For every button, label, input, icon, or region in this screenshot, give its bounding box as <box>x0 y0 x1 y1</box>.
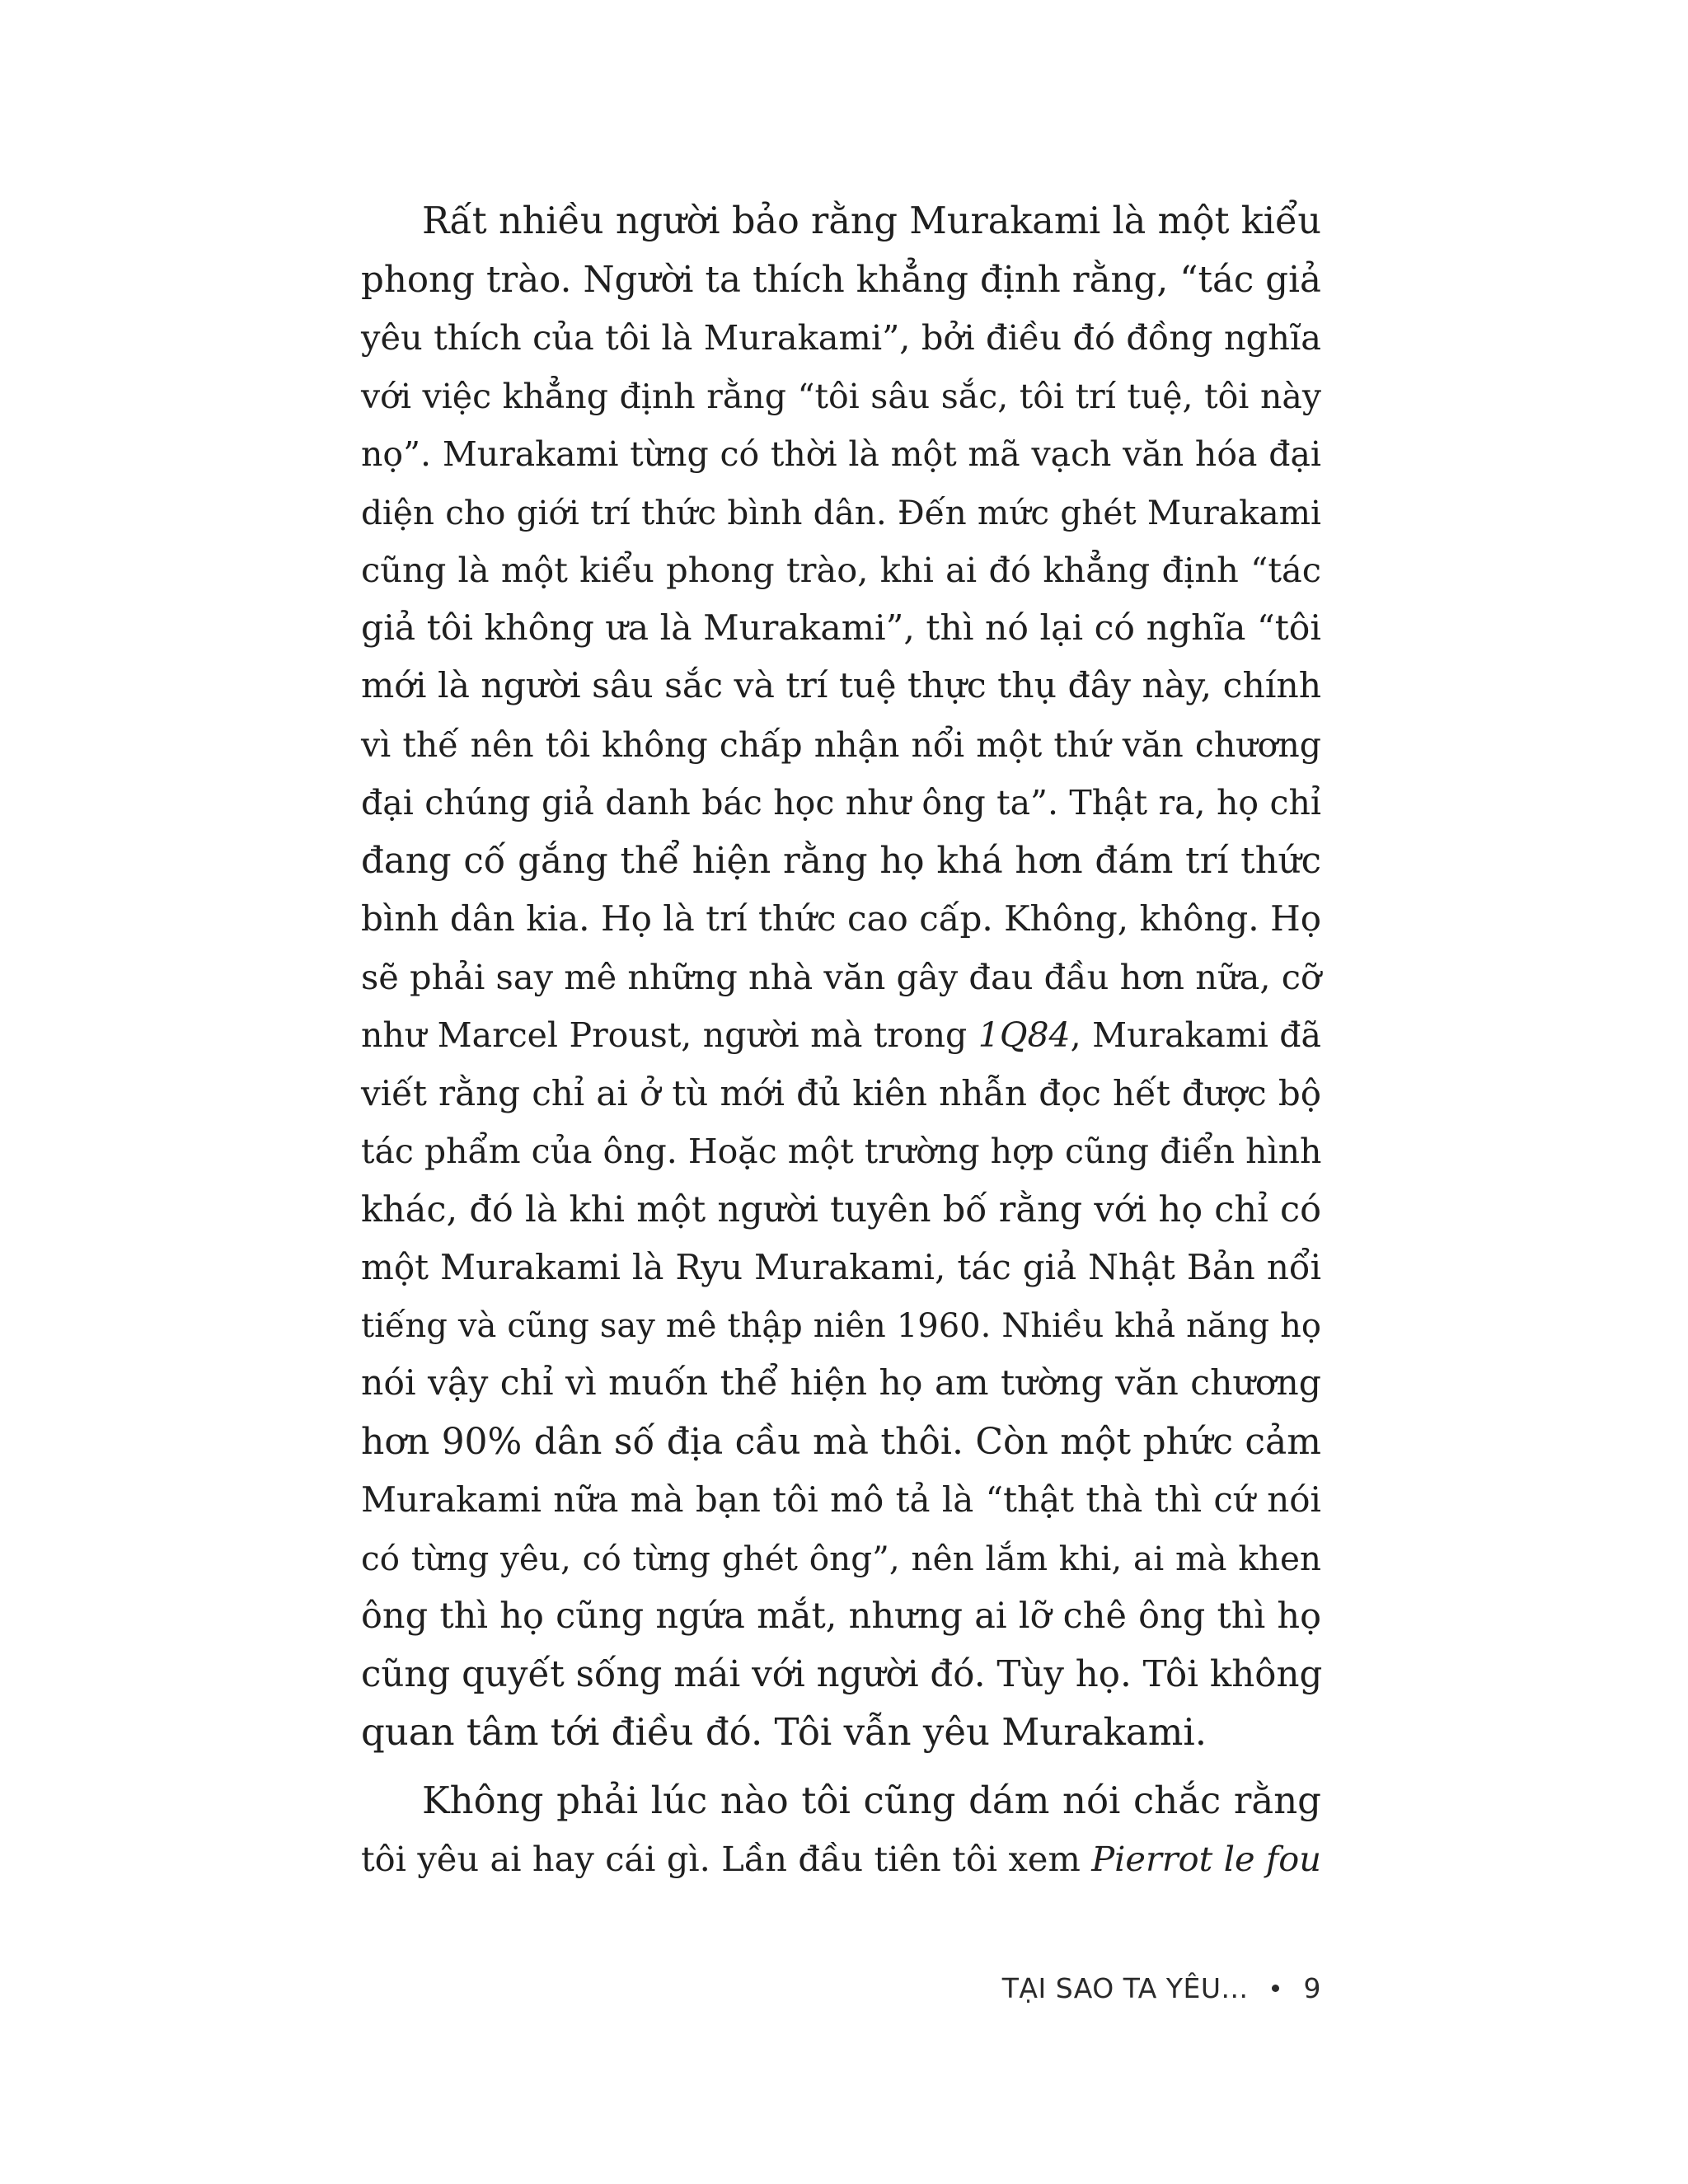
paragraph-line: với việc khẳng định rằng “tôi sâu sắc, tôi trí tuệ, tôi này <box>361 376 1321 416</box>
line-text: tôi yêu ai hay cái gì. Lần đầu tiên tôi xem <box>361 1838 1092 1879</box>
paragraph-line-with-title <box>361 1006 1321 1065</box>
bullet-separator-icon <box>1272 1985 1279 1992</box>
paragraph-line: một Murakami là Ryu Murakami, tác giả Nhật Bản nổi <box>361 1247 1321 1287</box>
paragraph-line: viết rằng chỉ ai ở tù mới đủ kiên nhẫn đọc hết được bộ <box>361 1072 1321 1113</box>
paragraph-1 <box>361 193 1321 1762</box>
line-text: , Murakami đã <box>1070 1015 1321 1055</box>
paragraph-line: Rất nhiều người bảo rằng Murakami là một kiểu <box>422 200 1321 242</box>
paragraph-line: hơn 90% dân số địa cầu mà thôi. Còn một phức cảm <box>361 1420 1321 1463</box>
film-title-italic: Pierrot le fou <box>1091 1838 1321 1879</box>
running-title: TẠI SAO TA YÊU... <box>1001 1972 1249 2004</box>
paragraph-line: giả tôi không ưa là Murakami”, thì nó lại có nghĩa “tôi <box>361 607 1321 649</box>
paragraph-line: cũng là một kiểu phong trào, khi ai đó khẳng định “tác <box>361 550 1321 590</box>
line-text: như Marcel Proust, người mà trong <box>361 1015 978 1055</box>
paragraph-2 <box>361 1772 1321 1888</box>
paragraph-line: vì thế nên tôi không chấp nhận nổi một thứ văn chương <box>361 724 1321 765</box>
paragraph-line: tiếng và cũng say mê thập niên 1960. Nhiều khả năng họ <box>361 1306 1321 1345</box>
paragraph-line: khác, đó là khi một người tuyên bố rằng với họ chỉ có <box>361 1188 1321 1230</box>
paragraph-line: nói vậy chỉ vì muốn thể hiện họ am tường văn chương <box>361 1363 1321 1404</box>
paragraph-line: đang cố gắng thể hiện rằng họ khá hơn đám trí thức <box>361 840 1321 882</box>
paragraph-line: sẽ phải say mê những nhà văn gây đau đầu hơn nữa, cỡ <box>361 956 1322 997</box>
page-footer <box>1002 1972 1321 2004</box>
paragraph-line: Murakami nữa mà bạn tôi mô tả là “thật thà thì cứ nói <box>361 1479 1321 1520</box>
paragraph-line-with-title <box>361 1830 1321 1889</box>
paragraph-line: yêu thích của tôi là Murakami”, bởi điều đó đồng nghĩa <box>361 317 1321 358</box>
paragraph-line: mới là người sâu sắc và trí tuệ thực thụ đây này, chính <box>361 666 1322 706</box>
paragraph-line: bình dân kia. Họ là trí thức cao cấp. Không, không. Họ <box>361 898 1321 939</box>
paragraph-line: tác phẩm của ông. Hoặc một trường hợp cũng điển hình <box>361 1132 1322 1171</box>
paragraph-line: đại chúng giả danh bác học như ông ta”. Thật ra, họ chỉ <box>361 783 1321 823</box>
paragraph-line: Không phải lúc nào tôi cũng dám nói chắc rằng <box>422 1779 1321 1822</box>
book-title-italic: 1Q84 <box>978 1015 1071 1055</box>
paragraph-line: phong trào. Người ta thích khẳng định rằng, “tác giả <box>361 259 1321 301</box>
paragraph-line: diện cho giới trí thức bình dân. Đến mức ghét Murakami <box>361 492 1321 532</box>
paragraph-line: có từng yêu, có từng ghét ông”, nên lắm khi, ai mà khen <box>361 1538 1321 1578</box>
paragraph-line: cũng quyết sống mái với người đó. Tùy họ. Tôi không <box>361 1653 1323 1695</box>
paragraph-line: quan tâm tới điều đó. Tôi vẫn yêu Murakami. <box>361 1710 1207 1754</box>
paragraph-line: ông thì họ cũng ngứa mắt, nhưng ai lỡ chê ông thì họ <box>361 1596 1321 1637</box>
page-number: 9 <box>1303 1972 1321 2004</box>
paragraph-line: nọ”. Murakami từng có thời là một mã vạch văn hóa đại <box>361 434 1321 474</box>
